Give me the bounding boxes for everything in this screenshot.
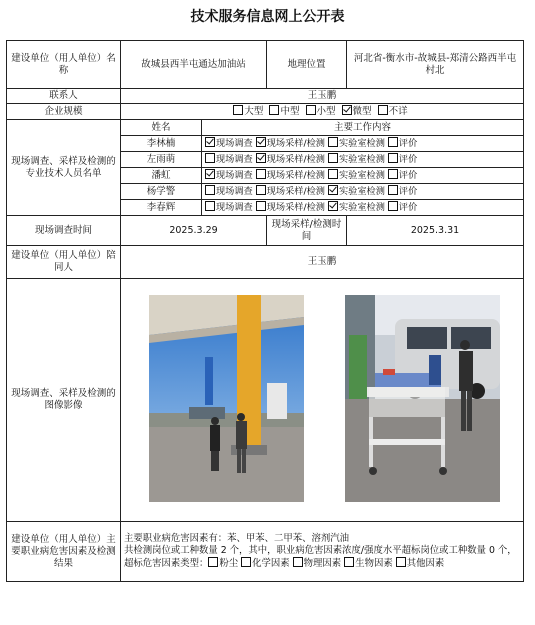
scale-option[interactable] xyxy=(378,106,408,117)
scale-option-label: 小型 xyxy=(316,106,336,117)
hazard-option-label: 物理因素 xyxy=(303,558,342,569)
checkbox[interactable] xyxy=(256,185,266,195)
checkbox[interactable] xyxy=(256,201,266,211)
work-option-label: 实验室检测 xyxy=(338,154,385,165)
work-option-label: 评价 xyxy=(398,138,418,149)
checkbox[interactable] xyxy=(269,105,279,115)
work-option[interactable] xyxy=(328,202,385,213)
work-option-label: 评价 xyxy=(398,202,418,213)
checkbox[interactable] xyxy=(205,137,215,147)
work-option[interactable] xyxy=(256,154,325,165)
scale-option-label: 中型 xyxy=(280,106,300,117)
work-option-label: 实验室检测 xyxy=(338,170,385,181)
staff-work xyxy=(202,152,524,168)
checkbox[interactable] xyxy=(256,153,266,163)
checkbox[interactable] xyxy=(205,153,215,163)
staff-name: 李春辉 xyxy=(121,200,202,216)
work-option-label: 评价 xyxy=(398,170,418,181)
result-line-1: 主要职业病危害因素有：苯、甲苯、二甲苯、溶剂汽油 xyxy=(124,533,350,544)
scale-options xyxy=(121,104,524,120)
unit-name-label: 建设单位（用人单位）名称 xyxy=(7,41,121,89)
checkbox[interactable] xyxy=(328,201,338,211)
staff-name: 左雨萌 xyxy=(121,152,202,168)
contact-label: 联系人 xyxy=(7,89,121,104)
work-option[interactable] xyxy=(205,186,253,197)
work-option[interactable] xyxy=(388,170,417,181)
work-option[interactable] xyxy=(256,170,325,181)
work-option-label: 现场调查 xyxy=(216,138,253,149)
work-option[interactable] xyxy=(256,202,325,213)
checkbox[interactable] xyxy=(205,185,215,195)
work-option-label: 评价 xyxy=(398,154,418,165)
staff-label: 现场调查、采样及检测的专业技术人员名单 xyxy=(7,120,121,216)
info-table xyxy=(6,40,524,582)
site-photo-1 xyxy=(149,295,304,502)
result-line-2-text: 共检测岗位或工种数量 2 个，其中，职业病危害因素浓度/强度水平超标岗位或工种数量 0 个，超标危害因素类型： xyxy=(124,545,517,569)
checkbox[interactable] xyxy=(388,153,398,163)
scale-option[interactable] xyxy=(233,106,263,117)
location-value: 河北省-衡水市-故城县-郑清公路西半屯村北 xyxy=(347,41,524,89)
checkbox[interactable] xyxy=(328,153,338,163)
scale-option-label: 不详 xyxy=(388,106,408,117)
scale-option[interactable] xyxy=(306,106,336,117)
checkbox[interactable] xyxy=(293,557,303,567)
staff-work xyxy=(202,168,524,184)
work-option-label: 实验室检测 xyxy=(338,186,385,197)
checkbox[interactable] xyxy=(328,185,338,195)
staff-name: 潘虹 xyxy=(121,168,202,184)
checkbox[interactable] xyxy=(328,169,338,179)
staff-work xyxy=(202,184,524,200)
checkbox[interactable] xyxy=(388,185,398,195)
work-option[interactable] xyxy=(388,154,417,165)
work-option-label: 现场调查 xyxy=(216,154,253,165)
work-option[interactable] xyxy=(256,138,325,149)
checkbox[interactable] xyxy=(388,201,398,211)
work-option-label: 现场采样/检测 xyxy=(266,186,325,197)
work-option-label: 现场调查 xyxy=(216,170,253,181)
work-option[interactable] xyxy=(388,138,417,149)
work-option[interactable] xyxy=(205,138,253,149)
work-option-label: 现场采样/检测 xyxy=(266,202,325,213)
checkbox[interactable] xyxy=(344,557,354,567)
staff-name: 李林楠 xyxy=(121,136,202,152)
checkbox[interactable] xyxy=(342,105,352,115)
work-option[interactable] xyxy=(328,170,385,181)
work-option-label: 现场采样/检测 xyxy=(266,170,325,181)
images-label: 现场调查、采样及检测的图像影像 xyxy=(7,279,121,522)
hazard-option[interactable] xyxy=(208,558,238,569)
checkbox[interactable] xyxy=(378,105,388,115)
survey-time-label: 现场调查时间 xyxy=(7,216,121,246)
result-content xyxy=(121,522,524,582)
hazard-option-label: 生物因素 xyxy=(355,558,393,569)
scale-option[interactable] xyxy=(269,106,299,117)
staff-header-name: 姓名 xyxy=(121,120,202,136)
hazard-option[interactable] xyxy=(396,558,445,569)
scale-option-label: 大型 xyxy=(244,106,264,117)
staff-work xyxy=(202,200,524,216)
work-option-label: 现场采样/检测 xyxy=(266,154,325,165)
page-title: 技术服务信息网上公开表 xyxy=(190,9,345,25)
checkbox[interactable] xyxy=(388,169,398,179)
checkbox[interactable] xyxy=(205,201,215,211)
accompany-label: 建设单位（用人单位）陪同人 xyxy=(7,246,121,279)
images-cell xyxy=(121,279,524,522)
work-option[interactable] xyxy=(328,154,385,165)
result-line-2 xyxy=(124,545,520,570)
staff-work xyxy=(202,136,524,152)
unit-name-value: 故城县西半屯通达加油站 xyxy=(121,41,267,89)
hazard-option-label: 其他因素 xyxy=(406,558,445,569)
site-photo-2 xyxy=(345,295,500,502)
work-option[interactable] xyxy=(388,186,417,197)
checkbox[interactable] xyxy=(388,137,398,147)
scale-option[interactable] xyxy=(342,106,372,117)
hazard-option[interactable] xyxy=(241,558,290,569)
work-option[interactable] xyxy=(205,154,253,165)
scale-label: 企业规模 xyxy=(7,104,121,120)
work-option-label: 评价 xyxy=(398,186,418,197)
work-option-label: 实验室检测 xyxy=(338,202,385,213)
result-label: 建设单位（用人单位）主要职业病危害因素及检测结果 xyxy=(7,522,121,582)
work-option[interactable] xyxy=(328,138,385,149)
checkbox[interactable] xyxy=(256,137,266,147)
survey-time-value: 2025.3.29 xyxy=(121,216,267,246)
staff-name: 杨学警 xyxy=(121,184,202,200)
accompany-value: 王玉鹏 xyxy=(121,246,524,279)
scale-option-label: 微型 xyxy=(352,106,372,117)
location-label: 地理位置 xyxy=(267,41,347,89)
sampling-time-value: 2025.3.31 xyxy=(347,216,524,246)
hazard-option-label: 化学因素 xyxy=(252,558,290,569)
staff-header-work: 主要工作内容 xyxy=(202,120,524,136)
work-option[interactable] xyxy=(205,202,253,213)
work-option[interactable] xyxy=(256,186,325,197)
work-option-label: 实验室检测 xyxy=(338,138,385,149)
checkbox[interactable] xyxy=(256,169,266,179)
contact-value: 王玉鹏 xyxy=(121,89,524,104)
checkbox[interactable] xyxy=(396,557,406,567)
checkbox[interactable] xyxy=(241,557,251,567)
work-option[interactable] xyxy=(328,186,385,197)
work-option-label: 现场调查 xyxy=(216,186,253,197)
work-option[interactable] xyxy=(205,170,253,181)
work-option-label: 现场采样/检测 xyxy=(266,138,325,149)
checkbox[interactable] xyxy=(233,105,243,115)
hazard-option[interactable] xyxy=(293,558,342,569)
work-option[interactable] xyxy=(388,202,417,213)
checkbox[interactable] xyxy=(328,137,338,147)
work-option-label: 现场调查 xyxy=(216,202,253,213)
checkbox[interactable] xyxy=(205,169,215,179)
hazard-option[interactable] xyxy=(344,558,393,569)
sampling-time-label: 现场采样/检测时间 xyxy=(267,216,347,246)
hazard-option-label: 粉尘 xyxy=(219,558,239,569)
checkbox[interactable] xyxy=(306,105,316,115)
checkbox[interactable] xyxy=(208,557,218,567)
